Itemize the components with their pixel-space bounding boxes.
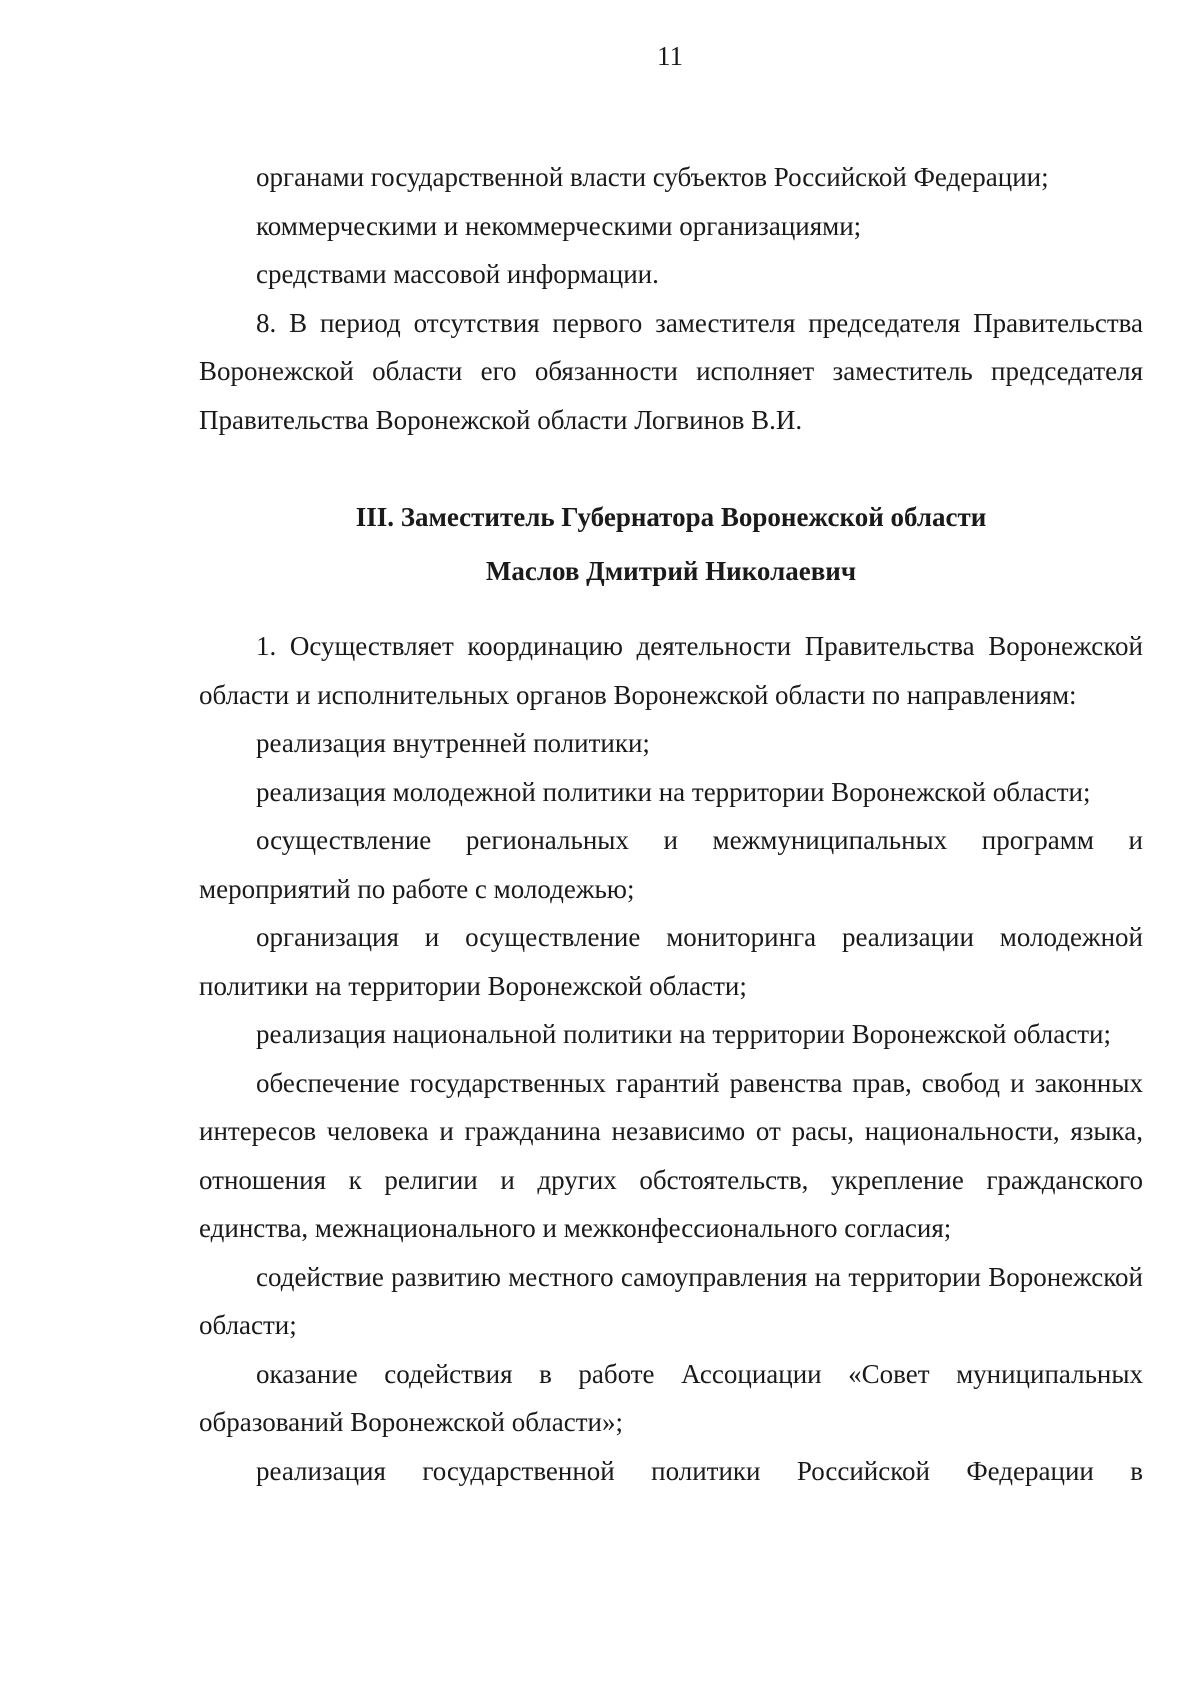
page-number: 11 xyxy=(657,41,683,71)
paragraph: 1. Осуществляет координацию деятельности Правительства Воронежской области и исполнительных органов Воронежской области по направлениям: xyxy=(199,631,1143,710)
paragraph: реализация национальной политики на территории Воронежской области; xyxy=(256,1019,1111,1049)
paragraph: обеспечение государственных гарантий равенства прав, свобод и законных интересов человека и гражданина независимо от расы, национальности, языка, отношения к религии и других обстоятельств, укрепление гражданского единства, межнационального и межконфессионального согласия; xyxy=(199,1067,1143,1243)
intro-text-block xyxy=(199,153,1143,444)
paragraph: средствами массовой информации. xyxy=(256,259,659,289)
paragraph: реализация государственной политики Российской Федерации в xyxy=(256,1455,1143,1486)
section-heading xyxy=(199,490,1143,598)
paragraph: осуществление региональных и межмуниципальных программ и мероприятий по работе с молодежью; xyxy=(199,825,1143,904)
section-title-line-1: III. Заместитель Губернатора Воронежской области xyxy=(355,502,987,532)
section-text-block xyxy=(199,622,1143,1495)
paragraph: коммерческими и некоммерческими организациями; xyxy=(256,210,862,241)
paragraph: организация и осуществление мониторинга реализации молодежной политики на территории Воронежской области; xyxy=(199,922,1143,1001)
paragraph: органами государственной власти субъектов Российской Федерации; xyxy=(256,162,1049,192)
paragraph: содействие развитию местного самоуправления на территории Воронежской области; xyxy=(199,1261,1143,1340)
section-title-line-2: Маслов Дмитрий Николаевич xyxy=(485,556,857,586)
paragraph: реализация внутренней политики; xyxy=(256,728,650,758)
paragraph: 8. В период отсутствия первого заместителя председателя Правительства Воронежской области его обязанности исполняет заместитель председателя Правительства Воронежской области Логвинов В.И. xyxy=(199,307,1143,435)
paragraph: оказание содействия в работе Ассоциации «Совет муниципальных образований Воронежской области»; xyxy=(199,1358,1143,1437)
paragraph: реализация молодежной политики на территории Воронежской области; xyxy=(256,776,1091,807)
